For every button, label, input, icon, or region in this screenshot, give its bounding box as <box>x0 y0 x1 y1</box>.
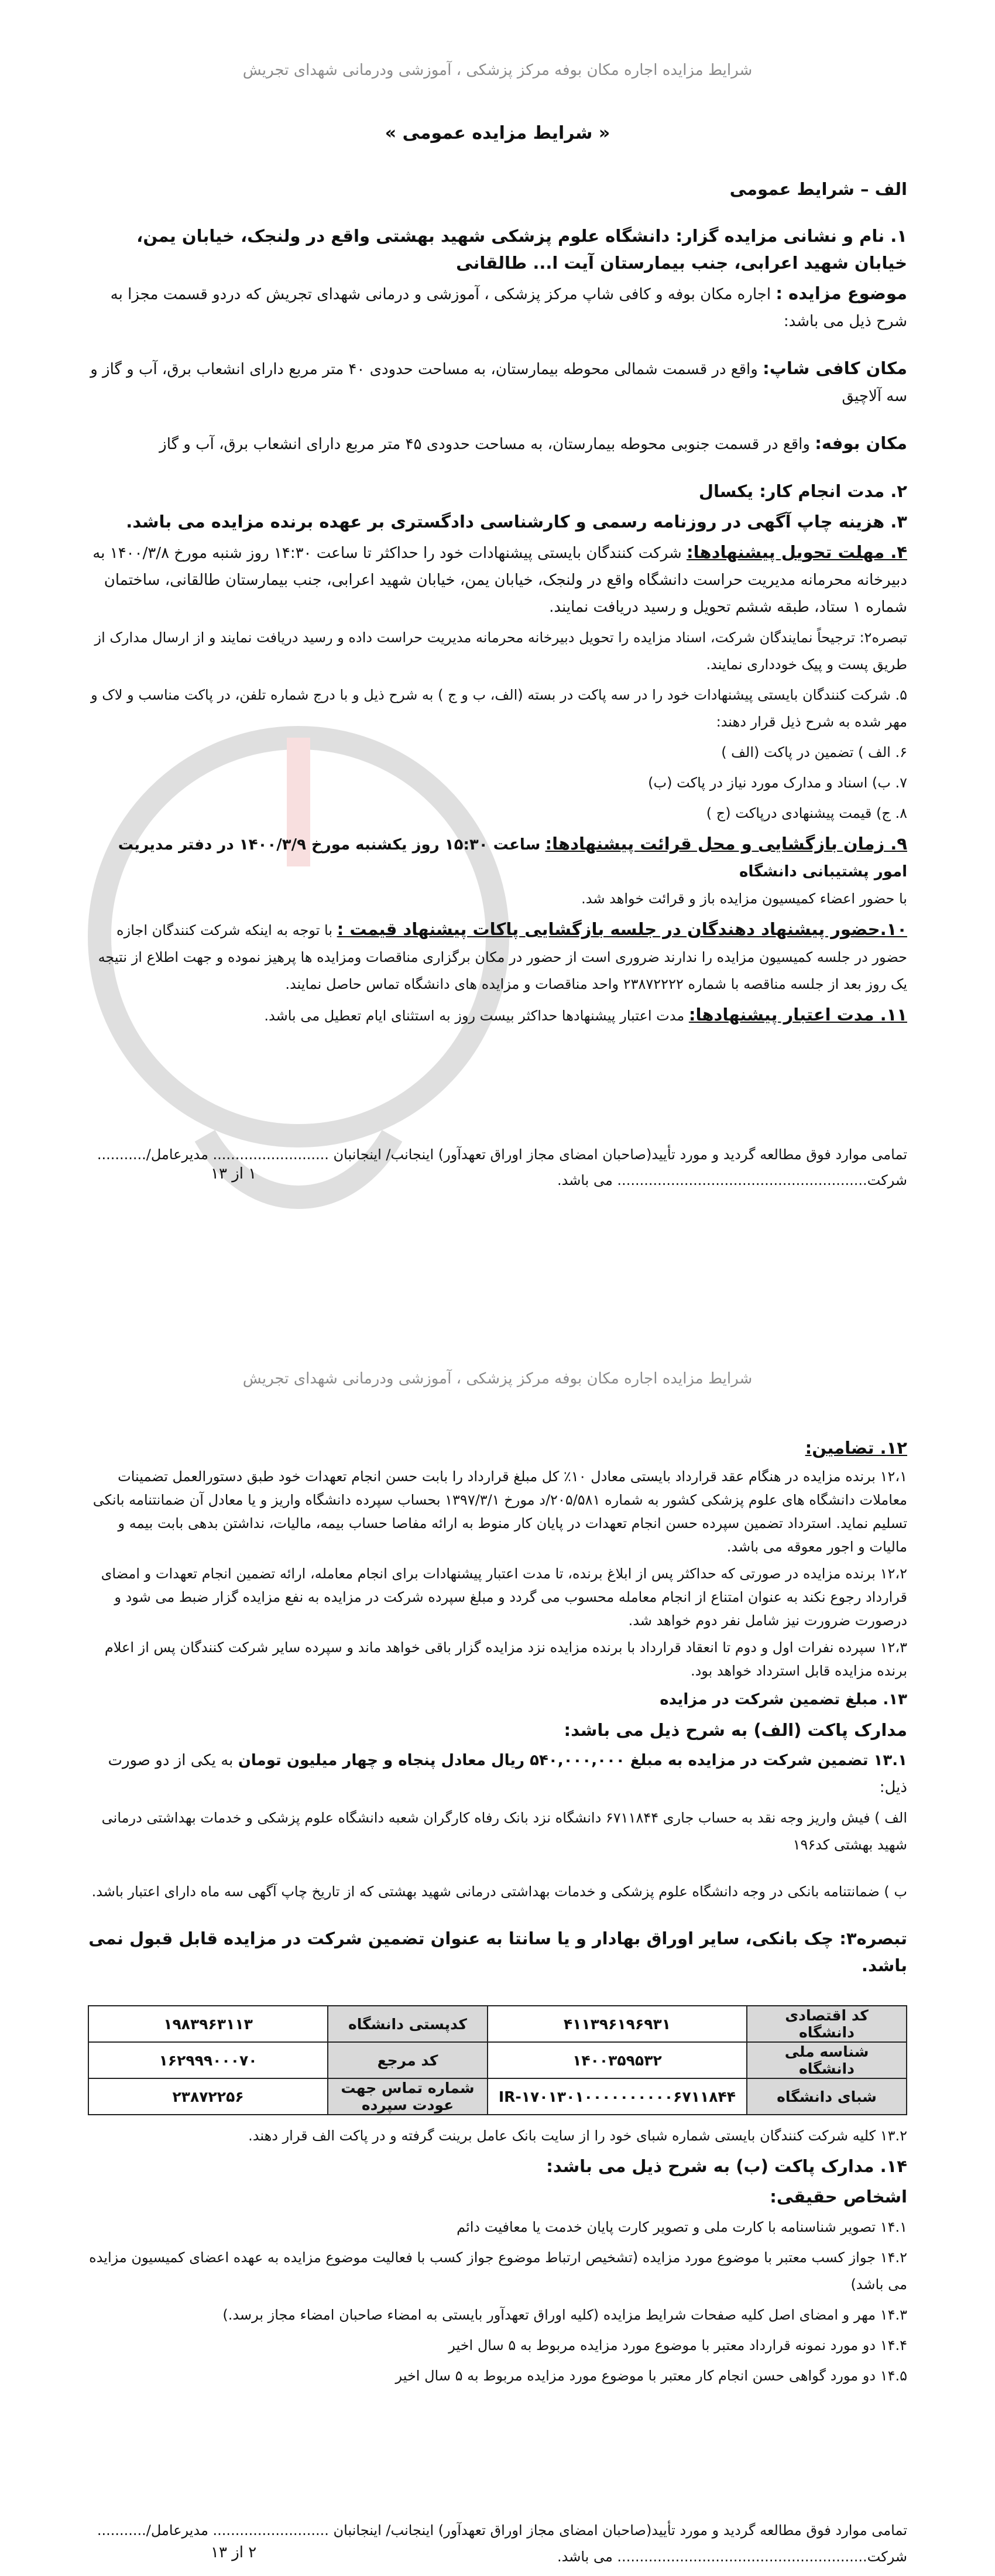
clause-text: با حضور اعضاء کمیسیون مزایده باز و قرائت خواهد شد. <box>581 890 907 907</box>
clause-9 <box>88 830 907 912</box>
clause-4 <box>88 539 907 621</box>
clause-12-2: ۱۲،۲ برنده مزایده در صورتی که حداکثر پس از ابلاغ برنده، تا مدت اعتبار پیشنهادات برای انجام معامله، ارائه تضمین انجام تعهدات و امضای قرارداد رجوع نکند به عنوان امتناع از انجام معامله محسوب می گردد و مبلغ سپرده شرکت در مزایده به نفع مزایده گزار ضبط می شود و درصورت ضرورت نیز شامل نفر دوم خواهد شد. <box>101 1566 907 1629</box>
clause-12-heading: ۱۲. تضامین: <box>805 1438 907 1458</box>
clause-label: ۱۳.۱ تضمین شرکت در مزایده به مبلغ ۵۴۰,۰۰۰,۰۰۰ ریال معادل پنجاه و چهار میلیون تومان <box>238 1752 907 1769</box>
section-heading: الف – شرایط عمومی <box>729 179 907 199</box>
table-cell: ۱۶۲۹۹۹۰۰۰۷۰ <box>88 2042 328 2078</box>
page-number: ۲ از ۱۳ <box>211 2544 257 2561</box>
table-cell: ۴۱۱۳۹۶۱۹۶۹۳۱ <box>488 2006 747 2042</box>
table-cell: شناسه ملی دانشگاه <box>747 2042 907 2078</box>
natural-persons-heading: اشخاص حقیقی: <box>770 2187 907 2207</box>
cafe-location <box>88 355 907 410</box>
clause-text: واقع در قسمت جنوبی محوطه بیمارستان، به مساحت حدودی ۴۵ متر مربع دارای انشعاب برق، آب و گاز <box>159 436 810 453</box>
clause-1 <box>88 222 907 276</box>
clause-text: به یکی از دو صورت ذیل: <box>108 1752 907 1796</box>
table-cell: کد اقتصادی دانشگاه <box>747 2006 907 2042</box>
note-2: تبصره۲: ترجیحاً نمایندگان شرکت، اسناد مزایده را تحویل دبیرخانه محرمانه مدیریت حراست داده و رسید دریافت نمایند و از ارسال مدارک از طریق پست و پیک خودداری نمایند. <box>94 629 907 673</box>
signature-line: تمامی موارد فوق مطالعه گردید و مورد تأیید(صاحبان امضای مجاز اوراق تعهدآور) اینجانب/ اینجانبان .......................... مدیرعامل/........... <box>97 2522 907 2539</box>
buffet-location <box>88 430 907 458</box>
clause-3: ۳. هزینه چاپ آگهی در روزنامه رسمی و کارشناسی دادگستری بر عهده برنده مزایده می باشد. <box>126 512 907 532</box>
clause-6: ۶. الف ) تضمین در پاکت (الف ) <box>721 744 907 761</box>
general-conditions <box>88 176 907 1033</box>
clause-14-heading: ۱۴. مدارک پاکت (ب) به شرح ذیل می باشد: <box>546 2156 907 2176</box>
guarantees-section <box>88 1434 907 1982</box>
clause-12-3: ۱۲،۳ سپرده نفرات اول و دوم تا انعقاد قرارداد با برنده مزایده نزد مزایده گزار باقی خواهد ماند و سپرده سایر شرکت کنندگان پس از اعلام برنده مزایده قابل استرداد خواهد بود. <box>104 1639 907 1679</box>
table-cell: شماره تماس جهت عودت سپرده <box>328 2078 488 2115</box>
page-number: ۱ از ۱۳ <box>211 1165 257 1183</box>
clause-label: ۹. زمان بازگشایی و محل قرائت پیشنهادها: <box>545 834 907 854</box>
clause-text: ساعت ۱۵:۳۰ روز یکشنبه مورخ ۱۴۰۰/۳/۹ در دفتر مدیریت امور پشتیبانی دانشگاه <box>118 836 907 881</box>
clause-13-2: ۱۳.۲ کلیه شرکت کنندگان بایستی شماره شبای خود را از سایت بانک عامل برینت گرفته و در پاکت الف قرار دهند. <box>248 2128 907 2144</box>
running-header: شرایط مزایده اجاره مکان بوفه مرکز پزشکی ، آموزشی ودرمانی شهدای تجریش <box>242 1370 753 1388</box>
clause-7: ۷. ب) اسناد و مدارک مورد نیاز در پاکت (ب) <box>648 775 907 791</box>
clause-text: با توجه به اینکه شرکت کنندگان اجازه حضور در جلسه کمیسیون مزایده را ندارند ضروری است از حضور در مکان برگزاری مناقصات ومزایده ها پرهیز نموده و جهت اطلاع از نتیجه یک روز بعد از جلسه مناقصه با شماره ۲۳۸۷۲۲۲۲ واحد مناقصات و مزایده های دانشگاه تماس حاصل نمایند. <box>98 922 907 992</box>
clause-label: مکان کافی شاپ: <box>763 358 907 378</box>
signature-block <box>88 2517 907 2543</box>
document-page-2 <box>0 1288 995 2576</box>
clause-text: تحویل و رسید دریافت نمایند. <box>549 598 731 616</box>
clause-14-3: ۱۴.۳ مهر و امضای اصل کلیه صفحات شرایط مزایده (کلیه اوراق تعهدآور بایستی به امضاء صاحبان امضاء مجاز برسد.) <box>222 2307 907 2323</box>
clause-14-2: ۱۴.۲ جواز کسب معتبر با موضوع مورد مزایده (تشخیص ارتباط موضوع جواز کسب با فعالیت موضوع مزایده به عهده اعضای کمیسیون مزایده می باشد) <box>89 2249 907 2293</box>
clause-13-heading: ۱۳. مبلغ تضمین شرکت در مزایده <box>660 1691 907 1708</box>
clause-text: شرکت کنندگان بایستی پیشنهادات خود را حداکثر تا ساعت ۱۴:۳۰ روز شنبه مورخ ۱۴۰۰/۳/۸ به دبیرخانه محرمانه مدیریت حراست دانشگاه واقع در ولنجک، خیابان یمن، خیابان شهید اعرابی، جنب بیمارستان طالقانی، ساختمان شماره ۱ ستاد، طبقه ششم <box>92 544 907 616</box>
clause-text: اجاره مکان بوفه و کافی شاپ مرکز پزشکی ، آموزشی و درمانی شهدای تجریش که دردو قسمت مجزا به شرح ذیل می باشد: <box>110 286 907 330</box>
table-cell: کد مرجع <box>328 2042 488 2078</box>
table-cell: ۲۳۸۷۲۲۵۶ <box>88 2078 328 2115</box>
clause-2: ۲. مدت انجام کار: یکسال <box>698 481 907 501</box>
university-info-table <box>88 2005 907 2115</box>
clause-text: مدت اعتبار پیشنهادها حداکثر بیست روز به استثنای ایام تعطیل می باشد. <box>264 1008 685 1024</box>
clause-14-5: ۱۴.۵ دو مورد گواهی حسن انجام کار معتبر با موضوع مورد مزایده مربوط به ۵ سال اخیر <box>395 2368 907 2384</box>
table-row <box>88 2006 907 2042</box>
table-row <box>88 2078 907 2115</box>
signature-line: شرکت........................................................ می باشد. <box>557 1172 907 1188</box>
clause-label: ۱۱. مدت اعتبار پیشنهادها: <box>688 1005 907 1025</box>
clause-label: ۱. نام و نشانی مزایده گزار: <box>675 226 907 246</box>
running-header: شرایط مزایده اجاره مکان بوفه مرکز پزشکی ، آموزشی ودرمانی شهدای تجریش <box>242 61 753 79</box>
table-cell: ۱۹۸۳۹۶۳۱۱۳ <box>88 2006 328 2042</box>
clause-14-4: ۱۴.۴ دو مورد نمونه قرارداد معتبر با موضوع مورد مزایده مربوط به ۵ سال اخیر <box>448 2337 907 2354</box>
clause-11 <box>88 1001 907 1029</box>
table-cell: IR-۱۷۰۱۳۰۱۰۰۰۰۰۰۰۰۰۰۶۷۱۱۸۴۴ <box>488 2078 747 2115</box>
clause-10 <box>88 916 907 998</box>
clause-14-1: ۱۴.۱ تصویر شناسنامه با کارت ملی و تصویر کارت پایان خدمت یا معافیت دائم <box>457 2219 907 2235</box>
clause-text: واقع در قسمت شمالی محوطه بیمارستان، به مساحت حدودی ۴۰ متر مربع دارای انشعاب برق، آب و گاز و سه آلاچیق <box>90 361 907 405</box>
table-cell: کدپستی دانشگاه <box>328 2006 488 2042</box>
document-title: « شرایط مزایده عمومی » <box>385 123 610 143</box>
table-row <box>88 2042 907 2078</box>
note-3: تبصره۳: چک بانکی، سایر اوراق بهادار و یا سانتا به عنوان تضمین شرکت در مزایده قابل قبول نمی باشد. <box>88 1928 907 1975</box>
table-cell: ۱۴۰۰۳۵۹۵۳۲ <box>488 2042 747 2078</box>
clause-label: ۴. مهلت تحویل پیشنهادها: <box>687 542 907 562</box>
signature-line: شرکت........................................................ می باشد. <box>557 2548 907 2565</box>
option-alef: الف ) فیش واریز وجه نقد به حساب جاری ۶۷۱۱۸۴۴ دانشگاه نزد بانک رفاه کارگران شعبه دانشگاه علوم پزشکی و خدمات بهداشتی درمانی شهید بهشتی کد۱۹۶ <box>101 1810 907 1853</box>
envelope-b-section <box>88 2122 907 2393</box>
clause-label: ۱۰.حضور پیشنهاد دهندگان در جلسه بازگشایی پاکات پیشنهاد قیمت : <box>337 919 907 939</box>
clause-text: دانشگاه علوم پزشکی شهید بهشتی واقع در ولنجک، خیابان یمن، خیابان شهید اعرابی، جنب بیمارستان آیت ا... طالقانی <box>136 226 907 273</box>
option-be: ب ) ضمانتنامه بانکی در وجه دانشگاه علوم پزشکی و خدمات بهداشتی درمانی شهید بهشتی که از تاریخ چاپ آگهی سه ماه دارای اعتبار باشد. <box>91 1883 907 1900</box>
clause-12-1: ۱۲،۱ برنده مزایده در هنگام عقد قرارداد بایستی معادل ۱۰٪ کل مبلغ قرارداد را بابت حسن انجام تعهدات خود طبق دستورالعمل تضمینات معاملات دانشگاه های علوم پزشکی کشور به شماره ۲۰۵/۵۸۱/د مورخ ۱۳۹۷/۳/۱ بحساب سپرده دانشگاه واریز و یا معادل آن ضمانتنامه بانکی تسلیم نماید. استرداد تضمین سپرده حسن انجام تعهدات در پایان کار منوط به ارائه مفاصا حساب بیمه، مالیات، نداشتن بدهی بابت بیمه و مالیات و اجور معوقه می باشد. <box>92 1468 907 1555</box>
envelope-a-heading: مدارک پاکت (الف) به شرح ذیل می باشد: <box>564 1720 907 1740</box>
signature-line: تمامی موارد فوق مطالعه گردید و مورد تأیید(صاحبان امضای مجاز اوراق تعهدآور) اینجانب/ اینجانبان .......................... مدیرعامل/........... <box>97 1146 907 1163</box>
clause-13-1 <box>88 1747 907 1801</box>
clause-label: مکان بوفه: <box>815 433 907 453</box>
clause-5: ۵. شرکت کنندگان بایستی پیشنهادات خود را در سه پاکت در بسته (الف، ب و ج ) به شرح ذیل و با درج شماره تلفن، در پاکت مناسب و لاک و مهر شده به شرح ذیل قرار دهند: <box>91 687 907 730</box>
clause-label: موضوع مزایده : <box>776 283 907 303</box>
table-cell: شبای دانشگاه <box>747 2078 907 2115</box>
clause-8: ۸. ج) قیمت پیشنهادی درپاکت (ج ) <box>706 805 907 821</box>
subject-clause <box>88 280 907 335</box>
